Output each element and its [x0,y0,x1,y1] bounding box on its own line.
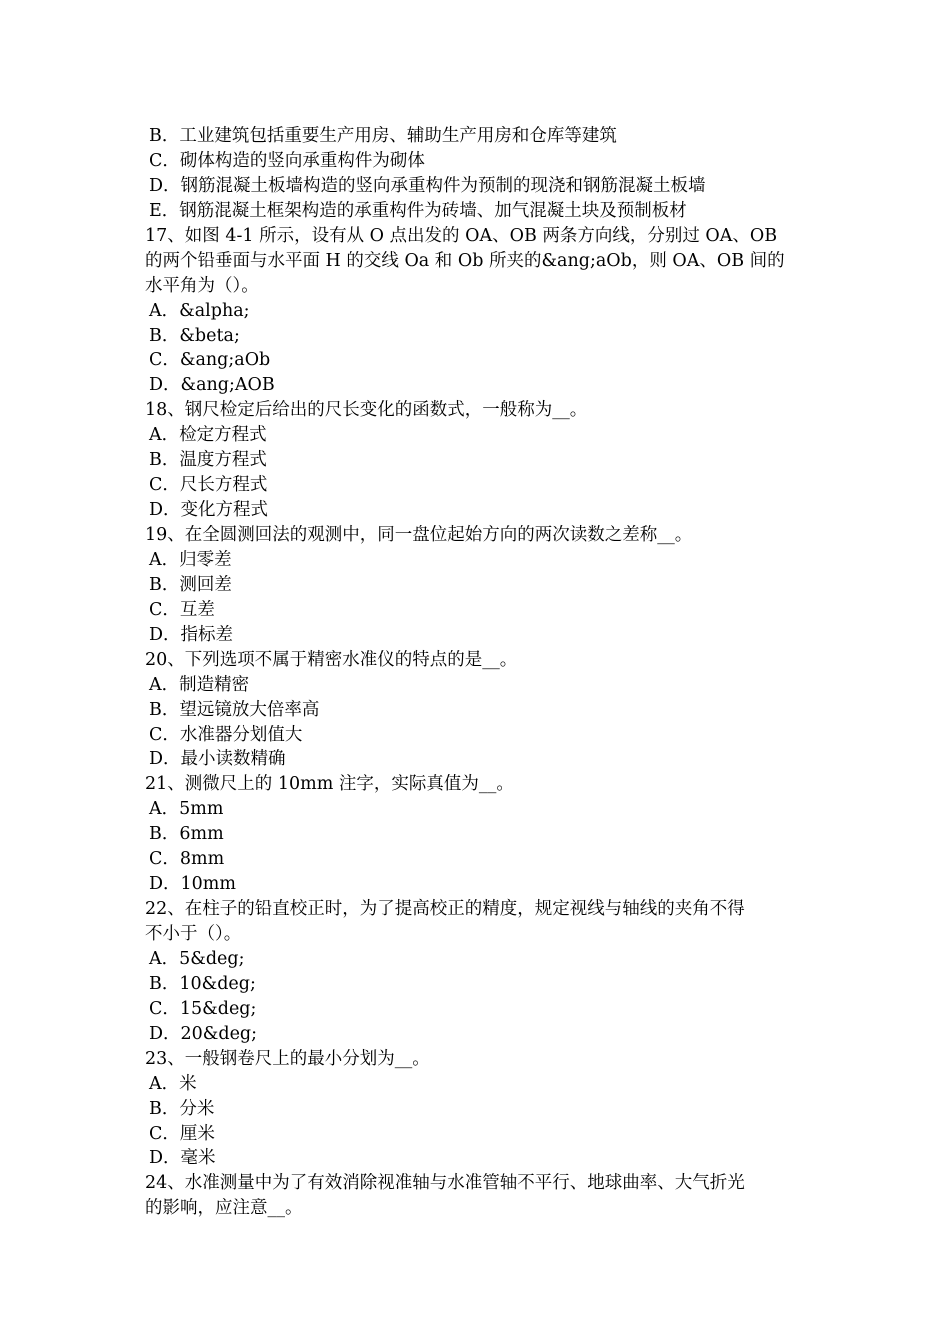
answer-option: C．&ang;aOb [149,350,271,371]
question-text-line: 的两个铅垂面与水平面 H 的交线 Oa 和 Ob 所夹的&ang;aOb，则 OA、OB 间的 [145,250,785,271]
document-body [145,124,810,1221]
question-text-line: 不小于（）。 [145,924,242,944]
question-text-line: 17、如图 4-1 所示，设有从 O 点出发的 OA、OB 两条方向线，分别过 OA、OB [145,225,778,246]
answer-option: B．工业建筑包括重要生产用房、辅助生产用房和仓库等建筑 [149,126,617,146]
answer-option: A．检定方程式 [149,425,267,446]
answer-option: D．毫米 [149,1148,216,1169]
question-text-line: 18、钢尺检定后给出的尺长变化的函数式，一般称为__。 [145,400,588,421]
answer-option: A．&alpha; [149,300,250,321]
answer-option: D．&ang;AOB [149,375,275,396]
answer-option: C．尺长方程式 [149,475,268,496]
answer-option: D．指标差 [149,624,234,645]
answer-option: C．8mm [149,849,225,870]
answer-option: B．10&deg; [149,973,256,994]
answer-option: B．望远镜放大倍率高 [149,699,320,720]
answer-option: E．钢筋混凝土框架构造的承重构件为砖墙、加气混凝土块及预制板材 [149,200,687,221]
answer-option: A．制造精密 [149,674,250,695]
answer-option: A．5mm [149,799,224,820]
question-text-line: 23、一般钢卷尺上的最小分划为__。 [145,1048,430,1069]
answer-option: C．水准器分划值大 [149,724,303,745]
answer-option: C．砌体构造的竖向承重构件为砌体 [149,150,425,171]
question-text-line: 21、测微尺上的 10mm 注字，实际真值为__。 [145,774,514,795]
answer-option: B．分米 [149,1098,215,1119]
answer-option: D．钢筋混凝土板墙构造的竖向承重构件为预制的现浇和钢筋混凝土板墙 [149,175,706,196]
answer-option: D．10mm [149,874,236,895]
answer-option: A．米 [149,1073,197,1094]
question-text-line: 19、在全圆测回法的观测中，同一盘位起始方向的两次读数之差称__。 [145,525,693,545]
question-text-line: 的影响，应注意__。 [145,1198,303,1219]
answer-option: B．测回差 [149,574,232,595]
answer-option: C．互差 [149,599,215,620]
answer-option: A．5&deg; [149,948,245,969]
answer-option: D．最小读数精确 [149,749,286,770]
answer-option: B．6mm [149,824,224,845]
question-text-line: 20、下列选项不属于精密水准仪的特点的是__。 [145,649,518,670]
answer-option: D．20&deg; [149,1023,258,1044]
answer-option: B．温度方程式 [149,450,267,471]
answer-option: C．15&deg; [149,998,257,1019]
question-text-line: 24、水准测量中为了有效消除视准轴与水准管轴不平行、地球曲率、大气折光 [145,1173,745,1194]
answer-option: A．归零差 [149,549,232,570]
answer-option: D．变化方程式 [149,500,269,521]
answer-option: B．&beta; [149,325,240,346]
question-text-line: 水平角为（）。 [145,275,259,296]
answer-option: C．厘米 [149,1123,215,1144]
question-text-line: 22、在柱子的铅直校正时，为了提高校正的精度，规定视线与轴线的夹角不得 [145,899,745,920]
